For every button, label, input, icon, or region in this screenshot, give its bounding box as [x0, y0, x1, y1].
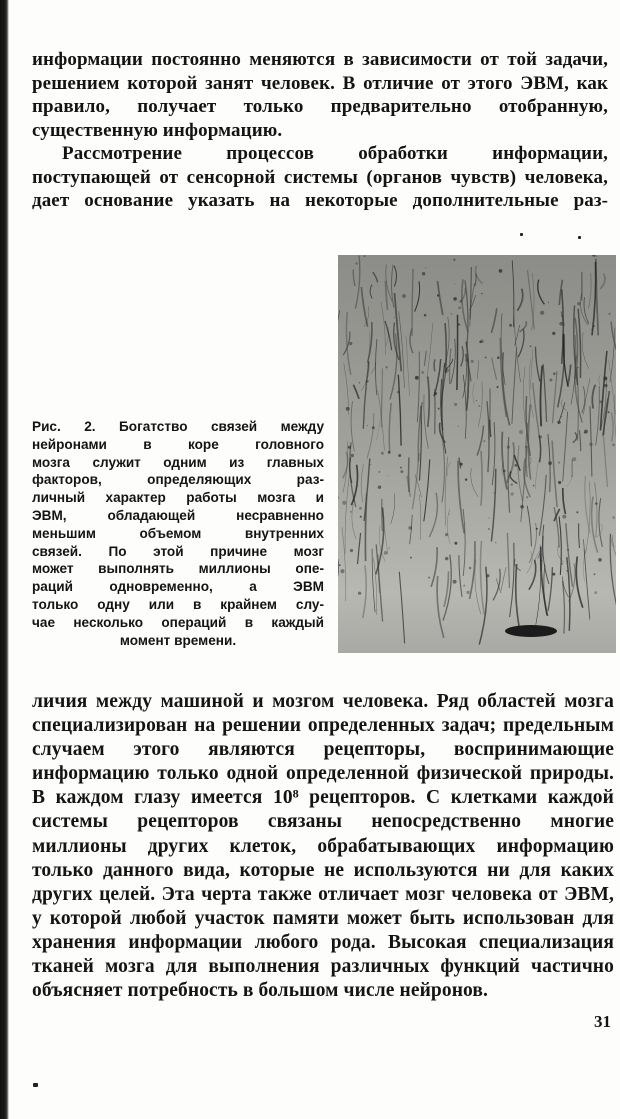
caption-line: факторов, определяющих раз-	[32, 472, 324, 488]
neuron-micrograph-image	[338, 255, 616, 653]
print-speck	[33, 1083, 38, 1087]
caption-line: связей. По этой причине мозг	[32, 543, 324, 559]
caption-line: мозга служит одним из главных	[32, 454, 324, 470]
figure-label: Рис. 2.	[32, 419, 96, 434]
caption-line: раций одновременно, а ЭВМ	[32, 579, 324, 595]
paragraph-middle: Рассмотрение процессов обработки информации, поступающей от сенсорной системы (органов чувств) человека, дает основание указать на некоторые дополнительные раз-	[32, 143, 608, 212]
book-spine-edge	[0, 0, 9, 1119]
paragraph-bottom: личия между машиной и мозгом человека. Ряд областей мозга специализирован на решении определенных задач; предельным случаем этого являются рецепторы, воспринимающие информацию только одной определенной физической природы. В каждом глазу имеется 10⁸ рецепторов. С клетками каждой системы рецепторов связаны непосредственно многие миллионы других клеток, обрабатывающих информацию только данного вида, которые не используются ни для каких других целей. Эта черта также отличает мозг человека от ЭВМ, у которой любой участок памяти может быть использован для хранения информации любого рода. Высокая специализация тканей мозга для выполнения различных функций частично объясняет потребность в большом числе нейронов.	[32, 691, 614, 1002]
caption-line: чае несколько операций в каждый	[32, 614, 324, 630]
caption-line: ЭВМ, обладающей несравненно	[32, 507, 324, 523]
micrograph-svg	[338, 255, 616, 653]
figure-caption	[32, 418, 324, 649]
caption-line: Богатство связей между	[119, 419, 325, 434]
caption-line: только одну или в крайнем слу-	[32, 596, 324, 612]
paragraph-top: информации постоянно меняются в зависимости от той задачи, решением которой занят человек. В отличие от этого ЭВМ, как правило, получает только предварительно отобранную, существенную информацию.	[32, 49, 608, 141]
caption-line: личный характер работы мозга и	[32, 490, 324, 506]
caption-line: нейронами в коре головного	[32, 436, 324, 452]
print-speck	[520, 233, 523, 236]
page-number: 31	[594, 1012, 611, 1031]
print-speck	[578, 236, 581, 239]
caption-line: меньшим объемом внутренних	[32, 525, 324, 541]
caption-end: момент времени.	[119, 632, 237, 648]
caption-line: может выполнять миллионы опе-	[32, 561, 324, 577]
neuron-body-blob	[505, 625, 557, 637]
